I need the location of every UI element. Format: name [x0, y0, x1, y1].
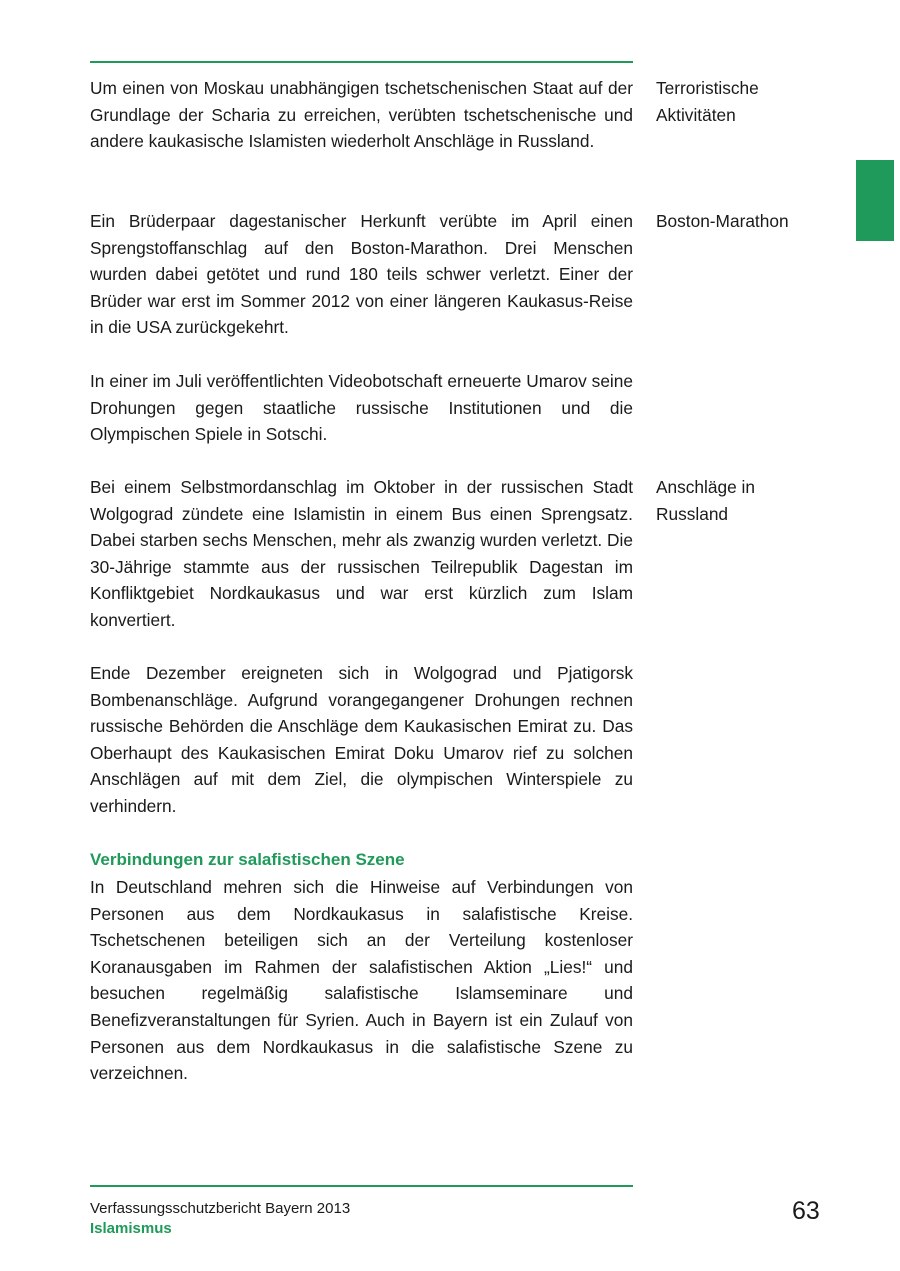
page-number: 63	[792, 1197, 820, 1225]
margin-note-attacks-russia: Anschläge in Russland	[656, 477, 755, 524]
chapter-tab-marker	[856, 160, 894, 241]
bottom-divider	[90, 1185, 633, 1187]
paragraph-umarov-video: In einer im Juli veröffentlichten Videobotschaft erneuerte Umarov seine Drohungen gegen staatliche russische Institutionen und die Olympischen Spiele in Sotschi.	[90, 371, 633, 445]
margin-note-boston-marathon: Boston-Marathon	[656, 211, 789, 231]
paragraph-salafist-connections: In Deutschland mehren sich die Hinweise auf Verbindungen von Personen aus dem Nordkaukasus in salafistische Kreise. Tschetschenen beteiligen sich an der Verteilung kostenloser Koranausgaben im Rahmen der salafistischen Aktion „Lies!“ und besuchen regelmäßig salafistische Islamseminare und Benefizveranstaltungen für Syrien. Auch in Bayern ist ein Zulauf von Personen aus dem Nordkaukasus in die salafistische Szene zu verzeichnen.	[90, 877, 633, 1084]
paragraph-wolgograd-october: Bei einem Selbstmordanschlag im Oktober in der russischen Stadt Wolgograd zündete eine Islamistin in einem Bus einen Sprengsatz. Dabei starben sechs Menschen, mehr als zwanzig wurden verletzt. Die 30-Jährige stammte aus der russischen Teilrepublik Dagestan im Konfliktgebiet Nordkaukasus und war erst kürzlich zum Islam konvertiert.	[90, 477, 633, 630]
section-heading: Verbindungen zur salafistischen Szene	[90, 850, 405, 869]
paragraph-terror-activities: Um einen von Moskau unabhängigen tschetschenischen Staat auf der Grundlage der Scharia zu erreichen, verübten tschetschenische und andere kaukasische Islamisten wiederholt Anschläge in Russland.	[90, 78, 633, 152]
paragraph-boston-marathon: Ein Brüderpaar dagestanischer Herkunft verübte im April einen Sprengstoffanschlag auf den Boston-Marathon. Drei Menschen wurden dabei getötet und rund 180 teils schwer verletzt. Einer der Brüder war erst im Sommer 2012 von einer längeren Kaukasus-Reise in die USA zurückgekehrt.	[90, 211, 633, 338]
margin-note-terror-activities: Terroristische Aktivitäten	[656, 78, 759, 125]
footer-section: Islamismus	[90, 1220, 172, 1237]
top-divider	[90, 61, 633, 63]
footer-publication: Verfassungsschutzbericht Bayern 2013	[90, 1200, 351, 1217]
paragraph-december-attacks: Ende Dezember ereigneten sich in Wolgograd und Pjatigorsk Bombenanschläge. Aufgrund vorangegangener Drohungen rechnen russische Behörden die Anschläge dem Kaukasischen Emirat zu. Das Oberhaupt des Kaukasischen Emirat Doku Umarov rief zu solchen Anschlägen auf mit dem Ziel, die olympischen Winterspiele zu verhindern.	[90, 663, 633, 816]
